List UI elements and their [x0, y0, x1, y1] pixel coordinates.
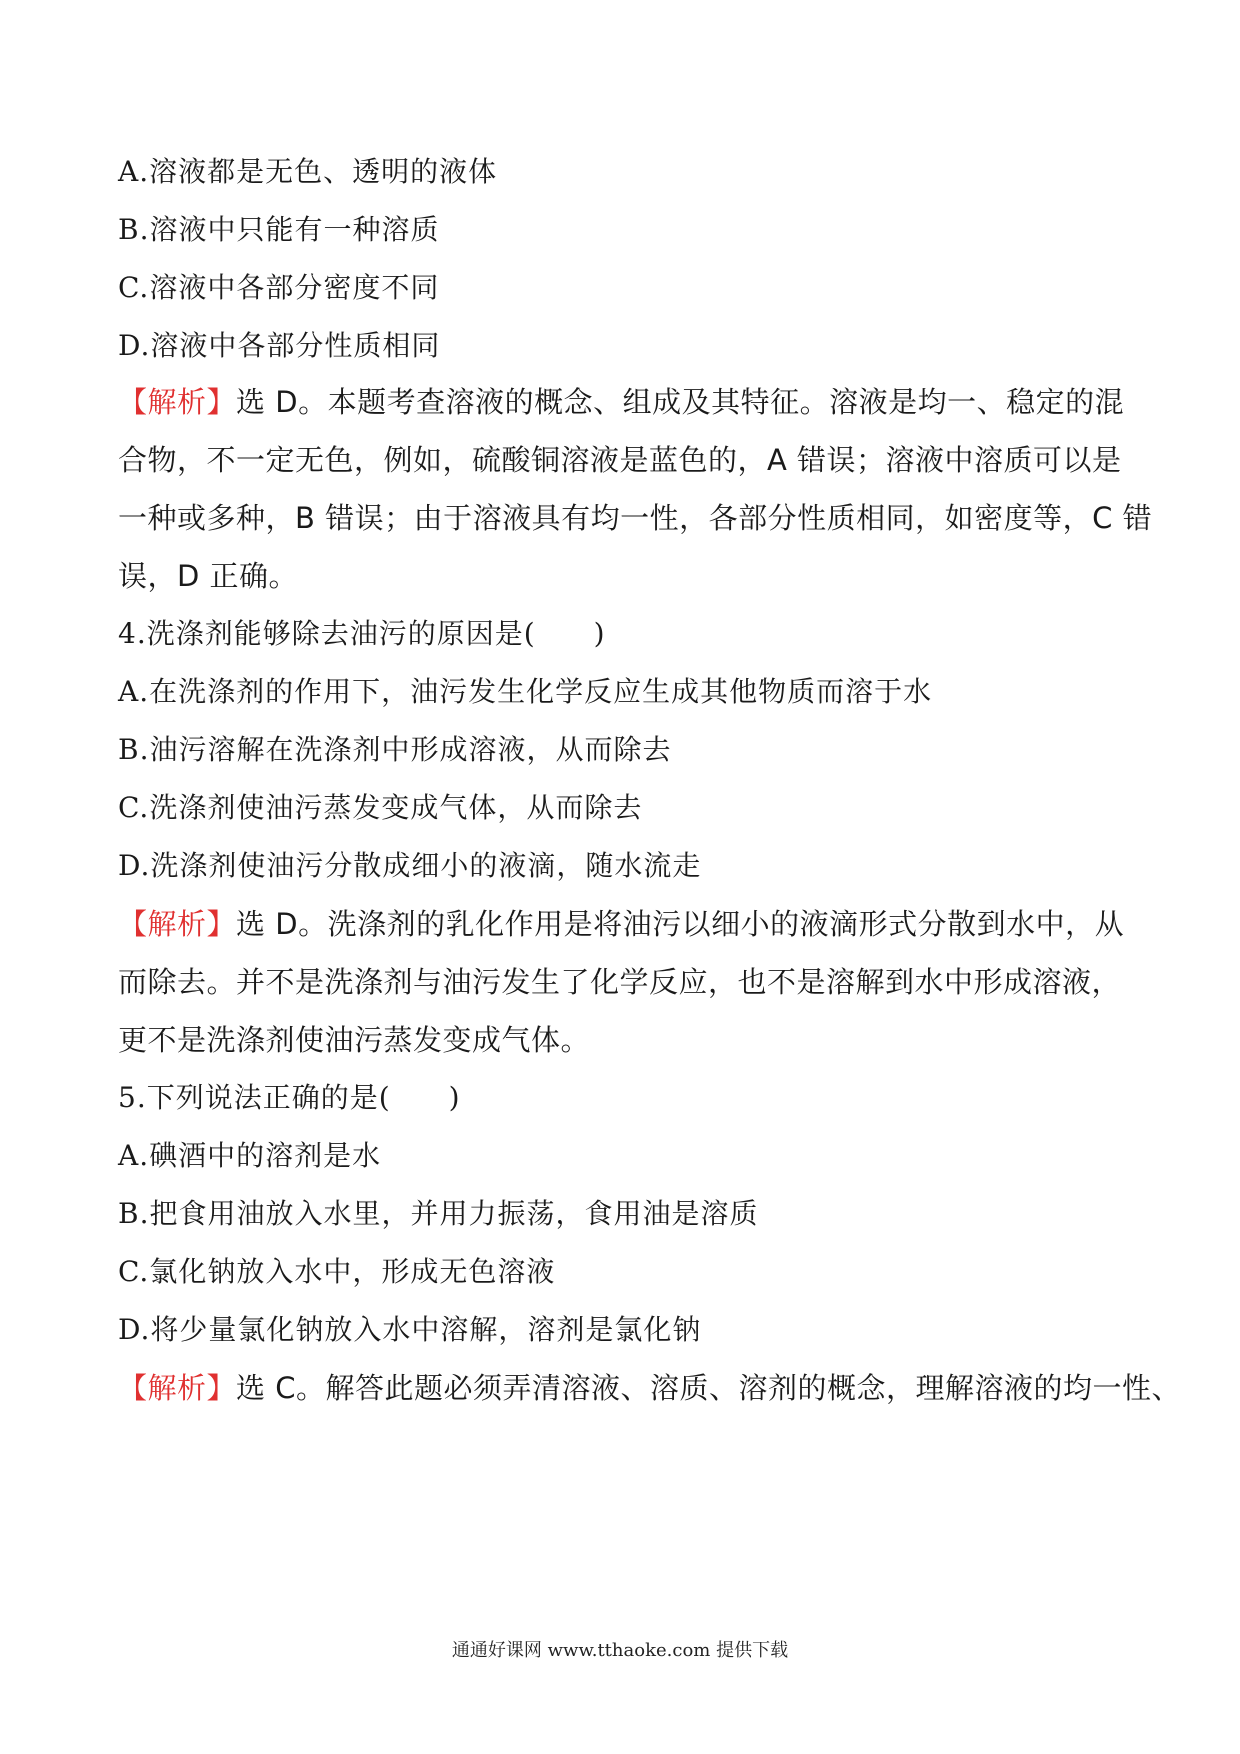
q5-question: 5.下列说法正确的是( ): [118, 1081, 461, 1114]
q5-option-b: B.把食用油放入水里，并用力振荡，食用油是溶质: [118, 1197, 759, 1230]
q4-option-b: B.油污溶解在洗涤剂中形成溶液，从而除去: [118, 733, 672, 766]
q5-analysis-line-1: 【解析】选 C。解答此题必须弄清溶液、溶质、溶剂的概念，理解溶液的均一性、: [118, 1371, 1181, 1405]
q3-analysis-line-4: 误，D 正确。: [118, 559, 299, 593]
q3-option-a: A.溶液都是无色、透明的液体: [118, 155, 498, 188]
q3-analysis-line-2: 合物，不一定无色，例如，硫酸铜溶液是蓝色的，A 错误；溶液中溶质可以是: [118, 443, 1122, 477]
q3-analysis-line-3: 一种或多种，B 错误；由于溶液具有均一性，各部分性质相同，如密度等，C 错: [118, 501, 1153, 535]
q4-option-d: D.洗涤剂使油污分散成细小的液滴，随水流走: [118, 849, 702, 882]
q3-option-c: C.溶液中各部分密度不同: [118, 271, 440, 304]
q4-analysis-line-2: 而除去。并不是洗涤剂与油污发生了化学反应，也不是溶解到水中形成溶液，: [118, 965, 1122, 999]
analysis-tag: 【解析】: [118, 385, 237, 419]
q4-question: 4.洗涤剂能够除去油污的原因是( ): [118, 617, 606, 650]
q5-option-d: D.将少量氯化钠放入水中溶解，溶剂是氯化钠: [118, 1313, 702, 1346]
q4-option-a: A.在洗涤剂的作用下，油污发生化学反应生成其他物质而溶于水: [118, 675, 933, 708]
analysis-tag: 【解析】: [118, 907, 237, 941]
q5-option-a: A.碘酒中的溶剂是水: [118, 1139, 382, 1172]
q3-option-b: B.溶液中只能有一种溶质: [118, 213, 440, 246]
q3-analysis-line-1: 【解析】选 D。本题考查溶液的概念、组成及其特征。溶液是均一、稳定的混: [118, 385, 1125, 419]
q4-option-c: C.洗涤剂使油污蒸发变成气体，从而除去: [118, 791, 643, 824]
q4-analysis-line-1: 【解析】选 D。洗涤剂的乳化作用是将油污以细小的液滴形式分散到水中，从: [118, 907, 1125, 941]
q5-option-c: C.氯化钠放入水中，形成无色溶液: [118, 1255, 556, 1288]
analysis-tag: 【解析】: [118, 1371, 237, 1405]
q3-option-d: D.溶液中各部分性质相同: [118, 329, 441, 362]
page-footer: 通通好课网 www.tthaoke.com 提供下载: [451, 1640, 789, 1661]
q4-analysis-line-3: 更不是洗涤剂使油污蒸发变成气体。: [118, 1023, 591, 1057]
